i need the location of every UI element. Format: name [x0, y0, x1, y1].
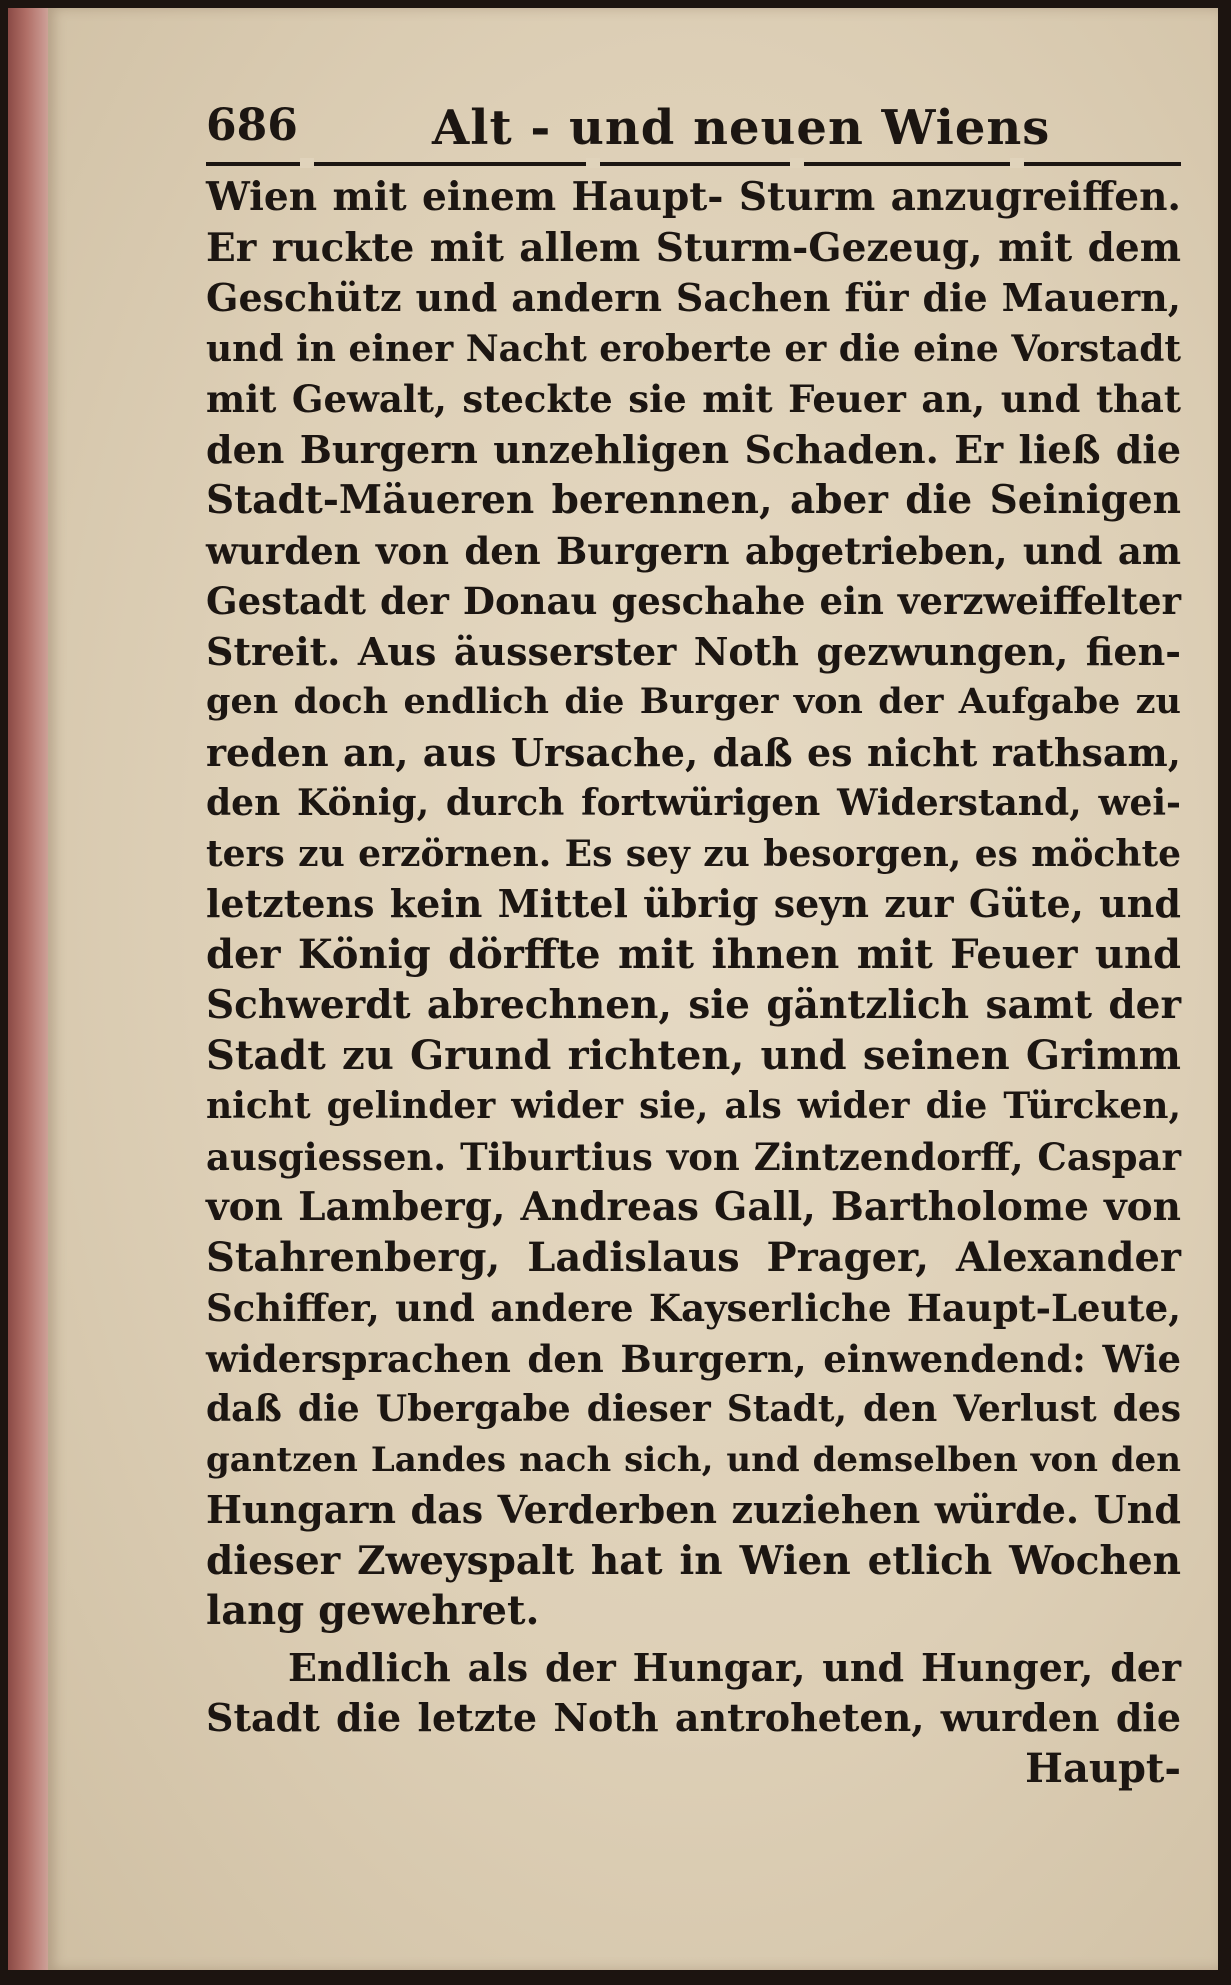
header-rule-gap [586, 158, 600, 168]
text-line: von Lamberg, Andreas Gall, Bartholome von [206, 1184, 1181, 1230]
text-line: Stadt die letzte Noth antroheten, wurden die [206, 1695, 1181, 1740]
text-line: widersprachen den Burgern, einwendend: Wie [206, 1336, 1181, 1381]
text-line: mit Gewalt, steckte sie mit Feuer an, und that [206, 377, 1181, 421]
text-line: den Burgern unzehligen Schaden. Er ließ die [206, 426, 1181, 472]
text-line: wurden von den Burgern abgetrieben, und am [206, 528, 1181, 573]
text-line: Er ruckte mit allem Sturm-Gezeug, mit dem [206, 224, 1181, 271]
text-line: nicht gelinder wider sie, als wider die Türcken, [206, 1085, 1181, 1127]
text-line: den König, durch fortwürigen Widerstand, wei- [206, 782, 1181, 824]
text-line: Wien mit einem Haupt- Sturm anzugreiffen. [206, 174, 1181, 220]
text-line: Gestadt der Donau geschahe ein verzweiffelter [206, 579, 1181, 623]
text-line: Schwerdt abrechnen, sie gäntzlich samt der [206, 982, 1181, 1028]
text-line: der König dörffte mit ihnen mit Feuer und [206, 930, 1181, 978]
text-line: Hungarn das Verderben zuziehen würde. Und [206, 1487, 1181, 1532]
text-line: ausgiessen. Tiburtius von Zintzendorff, Caspar [206, 1134, 1181, 1179]
text-line: daß die Ubergabe dieser Stadt, den Verlust des [206, 1388, 1181, 1430]
running-title: Alt - und neuen Wiens [432, 100, 1051, 156]
page-header [206, 100, 1181, 170]
text-line: gantzen Landes nach sich, und demselben von den [206, 1439, 1181, 1480]
header-rule-gap [790, 158, 804, 168]
text-line: Schiffer, und andere Kayserliche Haupt-Leute, [206, 1286, 1181, 1330]
text-line: Streit. Aus äusserster Noth gezwungen, fien- [206, 628, 1181, 674]
text-line: und in einer Nacht eroberte er die eine Vorstadt [206, 327, 1181, 370]
text-line: lang gewehret. [206, 1587, 540, 1634]
text-line: gen doch endlich die Burger von der Aufgabe zu [206, 681, 1181, 722]
text-line: ters zu erzörnen. Es sey zu besorgen, es möchte [206, 832, 1181, 875]
text-line: Geschütz und andern Sachen für die Mauern, [206, 275, 1181, 320]
body-text [206, 172, 1181, 1794]
text-line: letztens kein Mittel übrig seyn zur Güte, und [206, 881, 1181, 926]
header-rule-gap [300, 158, 314, 168]
text-line: reden an, aus Ursache, daß es nicht rathsam, [206, 729, 1181, 775]
page-number: 686 [206, 100, 298, 151]
header-rule-gap [1010, 158, 1024, 168]
text-line: Stadt zu Grund richten, und seinen Grimm [206, 1031, 1181, 1079]
text-line: dieser Zweyspalt hat in Wien etlich Wochen [206, 1537, 1181, 1584]
text-line: Stahrenberg, Ladislaus Prager, Alexander [206, 1233, 1181, 1281]
text-line: Stadt-Mäueren berennen, aber die Seinigen [206, 477, 1181, 523]
text-line: Endlich als der Hungar, und Hunger, der [288, 1644, 1181, 1690]
catchword: Haupt- [1025, 1744, 1181, 1792]
header-rule [206, 162, 1181, 166]
